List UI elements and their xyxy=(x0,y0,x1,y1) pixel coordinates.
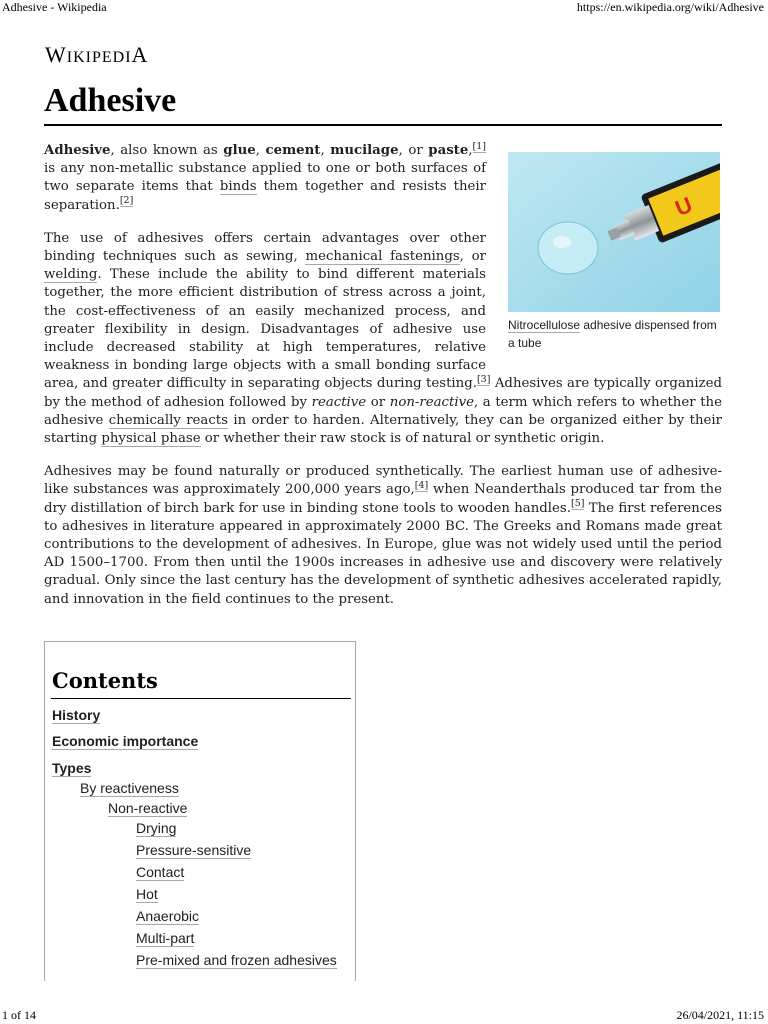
text-run: or whether their raw stock is of natural or synthetic origin. xyxy=(200,431,605,447)
glue-tube-image[interactable] xyxy=(508,152,720,312)
term-non-reactive: non-reactive xyxy=(389,394,474,410)
citation-3[interactable]: [3] xyxy=(476,374,491,386)
article-body xyxy=(44,142,722,624)
caption-text: adhesive dispensed from a tube xyxy=(508,318,717,350)
thumbnail-figure xyxy=(508,152,722,352)
page-title: Adhesive xyxy=(44,82,177,119)
text-run: , or xyxy=(459,249,487,265)
toc-item-pre-mixed-frozen[interactable]: Pre-mixed and frozen adhesives xyxy=(136,952,337,968)
term-adhesive: Adhesive xyxy=(44,143,111,158)
toc-item-non-reactive[interactable]: Non-reactive xyxy=(108,800,188,816)
text-run: is any non-metallic substance applied to one or both surfaces of two separate items that xyxy=(44,161,486,195)
toc-item-anaerobic[interactable]: Anaerobic xyxy=(136,908,200,924)
logo-last: A xyxy=(131,42,149,67)
term-glue: glue xyxy=(223,143,256,158)
text-run: , xyxy=(468,143,473,158)
citation-5[interactable]: [5] xyxy=(570,498,585,510)
wikipedia-wordmark[interactable] xyxy=(45,42,148,68)
text-run: in order to harden. Alternatively, they can be organized either by their starting xyxy=(44,412,722,447)
term-paste: paste xyxy=(428,143,469,158)
citation-4[interactable]: [4] xyxy=(414,480,429,492)
toc-item-economic-importance[interactable]: Economic importance xyxy=(52,733,199,749)
toc-item-types[interactable]: Types xyxy=(52,760,92,776)
text-run: Adhesives are typically organized by the method of adhesion followed by xyxy=(44,376,722,410)
text-run: Adhesives may be found naturally or produced synthetically. The earliest human use of adhesive-like substances was approximately 200,000 years ago, xyxy=(44,464,722,498)
toc-item-pressure-sensitive[interactable]: Pressure-sensitive xyxy=(136,842,252,858)
text-run: The first references to adhesives in literature appeared in approximately 2000 BC. The Greeks and Romans made great contributions to the development of adhesives. In Europe, glue was not widely used until the period AD 1500–1700. From then until the 1900s increases in adhesive use and discovery were relatively gradual. Only since the last century has the development of synthetic adhesives accelerated rapidly, and innovation in the field continues to the present. xyxy=(44,500,722,607)
text-run: , a term which refers to whether the adhesive xyxy=(44,394,722,428)
print-header-title: Adhesive - Wikipedia xyxy=(2,0,107,14)
toc-divider xyxy=(51,698,351,699)
figure-caption xyxy=(508,316,722,352)
citation-2[interactable]: [2] xyxy=(119,195,134,207)
text-run: The use of adhesives offers certain advantages over other binding techniques such as sewing, xyxy=(44,230,486,265)
toc-item-hot[interactable]: Hot xyxy=(136,886,158,902)
text-run: , also known as xyxy=(110,143,224,158)
text-run: or xyxy=(366,394,390,410)
welding-link[interactable]: welding xyxy=(44,267,98,283)
title-divider xyxy=(44,124,722,126)
toc-title: Contents xyxy=(52,668,158,693)
mechanical-fastenings-link[interactable]: mechanical fastenings xyxy=(305,249,460,265)
text-run: when Neanderthals produced tar from the dry distillation of birch bark for use in binding stone tools to wooden handles. xyxy=(44,482,722,516)
toc-item-history[interactable]: History xyxy=(52,707,101,723)
binds-link[interactable]: binds xyxy=(219,179,257,195)
text-run: , xyxy=(255,143,266,158)
chemically-reacts-link[interactable]: chemically reacts xyxy=(108,412,228,428)
text-run: them together and resists their separation. xyxy=(44,179,487,213)
toc-item-by-reactiveness[interactable]: By reactiveness xyxy=(80,780,179,796)
physical-phase-link[interactable]: physical phase xyxy=(101,431,201,447)
toc-item-drying[interactable]: Drying xyxy=(136,820,177,836)
logo-mid: IKIPEDI xyxy=(66,49,132,66)
table-of-contents xyxy=(44,641,356,981)
nitrocellulose-link[interactable]: Nitrocellulose xyxy=(508,318,581,332)
text-run: , or xyxy=(398,143,429,158)
print-footer-datetime: 26/04/2021, 11:15 xyxy=(676,1008,764,1022)
citation-1[interactable]: [1] xyxy=(472,140,486,152)
toc-item-multi-part[interactable]: Multi-part xyxy=(136,930,195,946)
history-paragraph xyxy=(44,463,722,609)
print-header-url[interactable]: https://en.wikipedia.org/wiki/Adhesive xyxy=(576,0,764,14)
term-mucilage: mucilage xyxy=(330,143,399,158)
svg-text:U: U xyxy=(671,191,696,222)
print-footer-page-count: 1 of 14 xyxy=(2,1008,36,1022)
term-reactive: reactive xyxy=(311,394,367,410)
text-run: , xyxy=(320,143,331,158)
text-run: . These include the ability to bind different materials together, the more efficient distribution of stress across a joint, the cost-effectiveness of an easily mechanized process, and greater flexibility in design. Disadvantages of adhesive use include decreased stability at high temperatures, relative weakness in bonding large objects with a small bonding surface area, and greater difficulty in separating objects during testing. xyxy=(44,267,486,392)
term-cement: cement xyxy=(265,143,321,158)
logo-first: W xyxy=(45,42,67,67)
toc-item-contact[interactable]: Contact xyxy=(136,864,185,880)
